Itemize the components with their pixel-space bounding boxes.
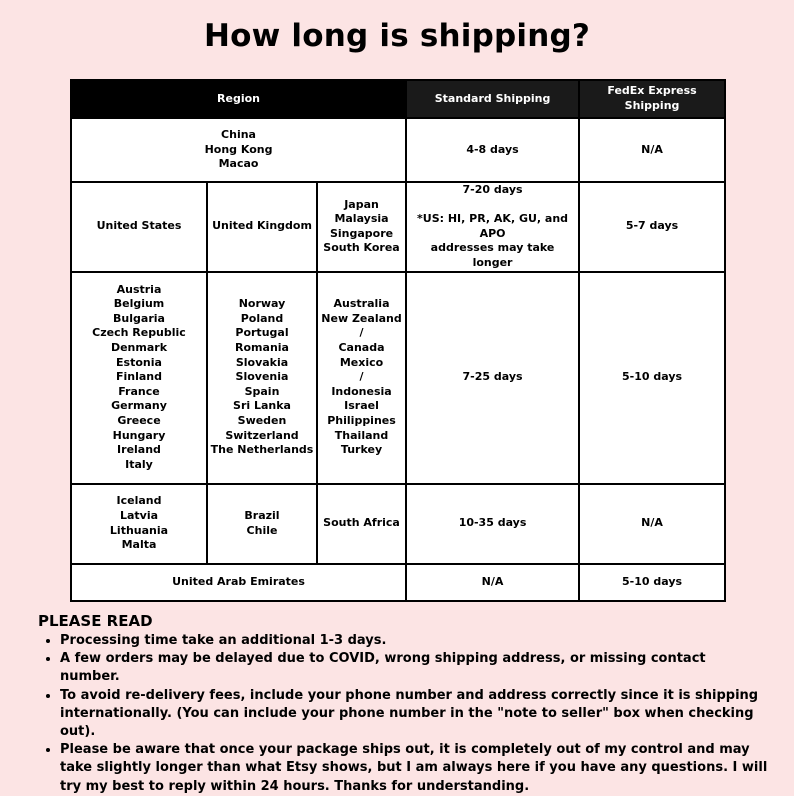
list-item: • Please be aware that once your package ships out, it is completely out of my control and may take slightly longer than what Etsy shows, but I am always here if you have any questions. I will try my best to reply within 24 hours. Thanks for understanding. bbox=[60, 741, 768, 796]
list-item: • A few orders may be delayed due to COVID, wrong shipping address, or missing contact number. bbox=[60, 650, 768, 686]
table-row bbox=[71, 272, 725, 484]
notes-list bbox=[38, 632, 768, 796]
region-cell: United Kingdom bbox=[207, 182, 317, 272]
standard-time-cell: 7-25 days bbox=[406, 272, 579, 484]
page-title: How long is shipping? bbox=[203, 18, 591, 54]
header-fedex-shipping: FedEx Express Shipping bbox=[579, 80, 725, 118]
standard-time-cell: 7-20 days *US: HI, PR, AK, GU, and APO addresses may take longer bbox=[406, 182, 579, 272]
fedex-time-cell: N/A bbox=[579, 118, 725, 182]
shipping-table bbox=[70, 79, 726, 602]
fedex-time-cell: N/A bbox=[579, 484, 725, 564]
region-cell: Iceland Latvia Lithuania Malta bbox=[71, 484, 207, 564]
standard-time-cell: 4-8 days bbox=[406, 118, 579, 182]
region-cell: United States bbox=[71, 182, 207, 272]
fedex-time-cell: 5-7 days bbox=[579, 182, 725, 272]
header-region: Region bbox=[71, 80, 406, 118]
table-row bbox=[71, 564, 725, 601]
table-header-row bbox=[71, 80, 725, 118]
table-row bbox=[71, 118, 725, 182]
region-cell: South Africa bbox=[317, 484, 406, 564]
notes-heading: PLEASE READ bbox=[38, 612, 153, 630]
table-row bbox=[71, 484, 725, 564]
fedex-time-cell: 5-10 days bbox=[579, 272, 725, 484]
standard-time-cell: N/A bbox=[406, 564, 579, 601]
region-cell: Japan Malaysia Singapore South Korea bbox=[317, 182, 406, 272]
region-cell: China Hong Kong Macao bbox=[71, 118, 406, 182]
standard-time-cell: 10-35 days bbox=[406, 484, 579, 564]
notes-section bbox=[38, 612, 768, 796]
list-item: • Processing time take an additional 1-3 days. bbox=[60, 632, 768, 650]
list-item: • To avoid re-delivery fees, include your phone number and address correctly since it is shipping internationally. (You can include your phone number in the "note to seller" box when checking out). bbox=[60, 687, 768, 742]
region-cell: Australia New Zealand / Canada Mexico / Indonesia Israel Philippines Thailand Turkey bbox=[317, 272, 406, 484]
table-row bbox=[71, 182, 725, 272]
region-cell: Norway Poland Portugal Romania Slovakia Slovenia Spain Sri Lanka Sweden Switzerland The Netherlands bbox=[207, 272, 317, 484]
header-standard-shipping: Standard Shipping bbox=[406, 80, 579, 118]
region-cell: Brazil Chile bbox=[207, 484, 317, 564]
region-cell: Austria Belgium Bulgaria Czech Republic Denmark Estonia Finland France Germany Greece Hungary Ireland Italy bbox=[71, 272, 207, 484]
fedex-time-cell: 5-10 days bbox=[579, 564, 725, 601]
region-cell: United Arab Emirates bbox=[71, 564, 406, 601]
